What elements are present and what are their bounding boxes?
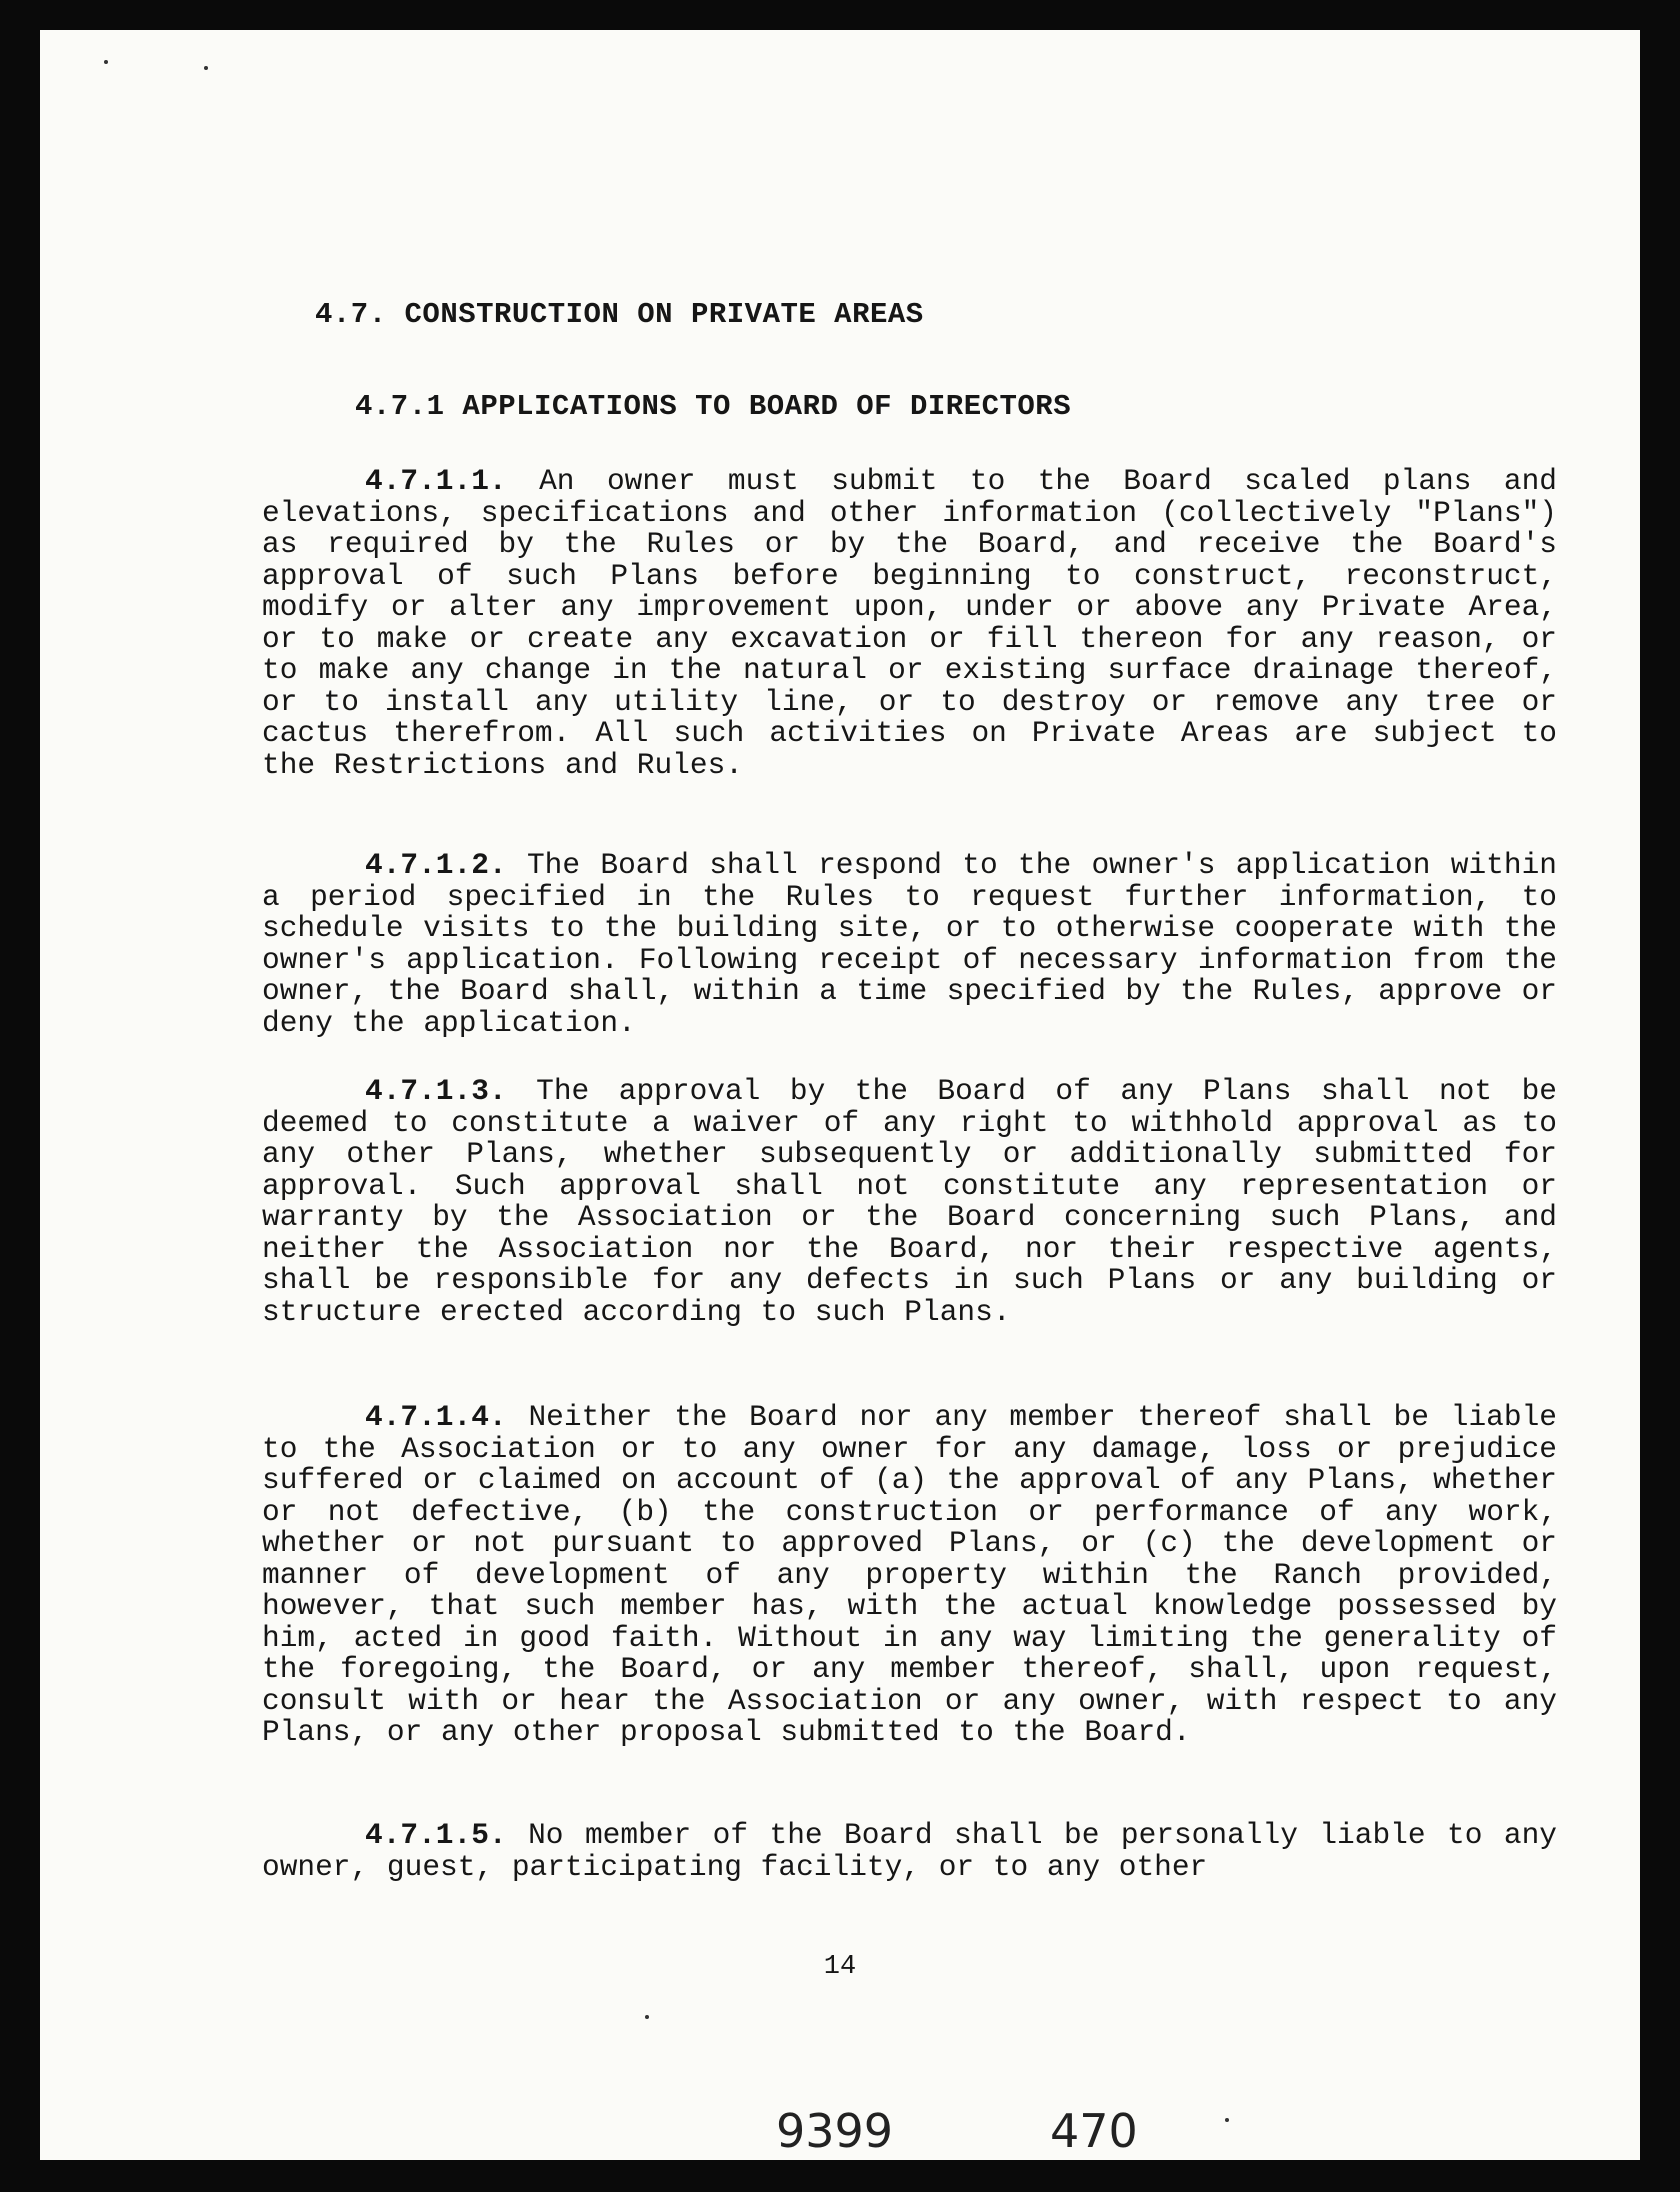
subsection-title: 4.7.1 APPLICATIONS TO BOARD OF DIRECTORS bbox=[355, 390, 1072, 423]
page-number: 14 bbox=[823, 1952, 857, 1982]
document-id-stamp-left: 9399 bbox=[776, 2104, 894, 2158]
section-title: 4.7. CONSTRUCTION ON PRIVATE AREAS bbox=[315, 298, 924, 331]
document-page bbox=[40, 30, 1640, 2160]
scan-speck bbox=[104, 60, 108, 64]
paragraph-number: 4.7.1.5. bbox=[365, 1818, 507, 1852]
paragraph-4-7-1-2 bbox=[262, 850, 1557, 1039]
scan-speck bbox=[1225, 2118, 1229, 2122]
paragraph-text: An owner must submit to the Board scaled plans and elevations, specifications and other information (collectively "Plans") as required by the Rules or by the Board, and receive the Board's approval of such Plans before beginning to construct, reconstruct, modify or alter any improvement upon, under or above any Private Area, or to make or create any excavation or fill thereon for any reason, or to make any change in the natural or existing surface drainage thereof, or to install any utility line, or to destroy or remove any tree or cactus therefrom. All such activities on Private Areas are subject to the Restrictions and Rules. bbox=[262, 464, 1558, 782]
paragraph-number: 4.7.1.2. bbox=[365, 848, 507, 882]
paragraph-number: 4.7.1.3. bbox=[365, 1074, 507, 1108]
scan-speck bbox=[645, 2015, 649, 2019]
paragraph-4-7-1-4 bbox=[262, 1402, 1557, 1749]
paragraph-number: 4.7.1.1. bbox=[365, 464, 507, 498]
paragraph-text: The Board shall respond to the owner's application within a period specified in the Rules to request further information, to schedule visits to the building site, or to otherwise cooperate with the owner's application. Following receipt of necessary information from the owner, the Board shall, within a time specified by the Rules, approve or deny the application. bbox=[262, 848, 1557, 1040]
paragraph-4-7-1-5 bbox=[262, 1820, 1557, 1883]
scan-speck bbox=[204, 66, 208, 70]
paragraph-number: 4.7.1.4. bbox=[365, 1400, 507, 1434]
paragraph-text: Neither the Board nor any member thereof shall be liable to the Association or to any owner for any damage, loss or prejudice suffered or claimed on account of (a) the approval of any Plans, whether or not defective, (b) the construction or performance of any work, whether or not pursuant to approved Plans, or (c) the development or manner of development of any property within the Ranch provided, however, that such member has, with the actual knowledge possessed by him, acted in good faith. Without in any way limiting the generality of the foregoing, the Board, or any member thereof, shall, upon request, consult with or hear the Association or any owner, with respect to any Plans, or any other proposal submitted to the Board. bbox=[262, 1400, 1557, 1749]
document-id-stamp-right: 470 bbox=[1050, 2104, 1138, 2158]
paragraph-4-7-1-3 bbox=[262, 1076, 1557, 1328]
paragraph-text: The approval by the Board of any Plans shall not be deemed to constitute a waiver of any right to withhold approval as to any other Plans, whether subsequently or additionally submitted for approval. Such approval shall not constitute any representation or warranty by the Association or the Board concerning such Plans, and neither the Association nor the Board, nor their respective agents, shall be responsible for any defects in such Plans or any building or structure erected according to such Plans. bbox=[262, 1074, 1557, 1329]
paragraph-4-7-1-1 bbox=[262, 466, 1557, 781]
paragraph-text: No member of the Board shall be personally liable to any owner, guest, participating facility, or to any other bbox=[262, 1818, 1557, 1884]
